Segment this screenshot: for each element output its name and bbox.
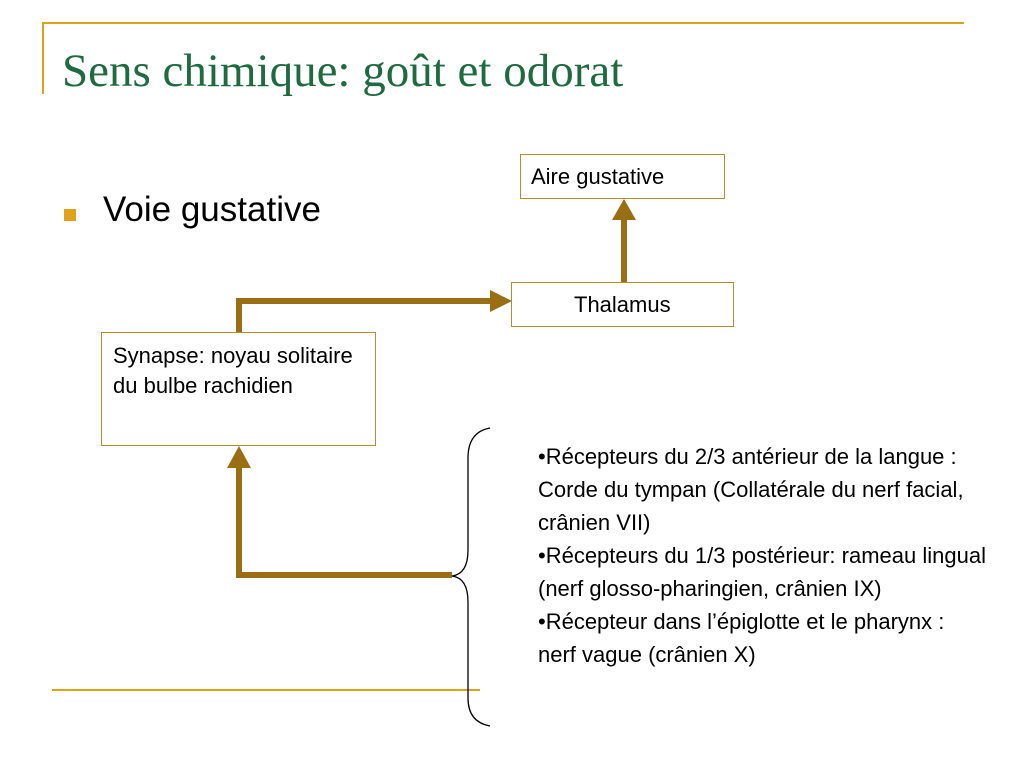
receptor-item-anterior: •Récepteurs du 2/3 antérieur de la langue : Corde du tympan (Collatérale du nerf facial, crânien VII) bbox=[538, 444, 964, 535]
box-aire-gustative: Aire gustative bbox=[520, 154, 725, 199]
box-thalamus: Thalamus bbox=[511, 282, 734, 327]
bullet-voie-gustative: Voie gustative bbox=[103, 190, 321, 229]
receptor-item-epiglotte: •Récepteur dans l’épiglotte et le pharynx : nerf vague (crânien X) bbox=[538, 609, 945, 667]
slide-title: Sens chimique: goût et odorat bbox=[62, 45, 624, 97]
arrow-receptors-to-synapse bbox=[239, 466, 452, 575]
receptor-list bbox=[538, 440, 988, 671]
arrow-synapse-to-thalamus bbox=[239, 301, 492, 332]
curly-brace bbox=[452, 428, 490, 726]
arrowhead-up-aire bbox=[612, 199, 636, 220]
arrowhead-up-synapse bbox=[227, 446, 251, 468]
receptor-item-posterior: •Récepteurs du 1/3 postérieur: rameau lingual (nerf glosso-pharingien, crânien IX) bbox=[538, 543, 986, 601]
box-synapse: Synapse: noyau solitaire du bulbe rachidien bbox=[101, 332, 376, 446]
arrowhead-right bbox=[490, 290, 512, 312]
